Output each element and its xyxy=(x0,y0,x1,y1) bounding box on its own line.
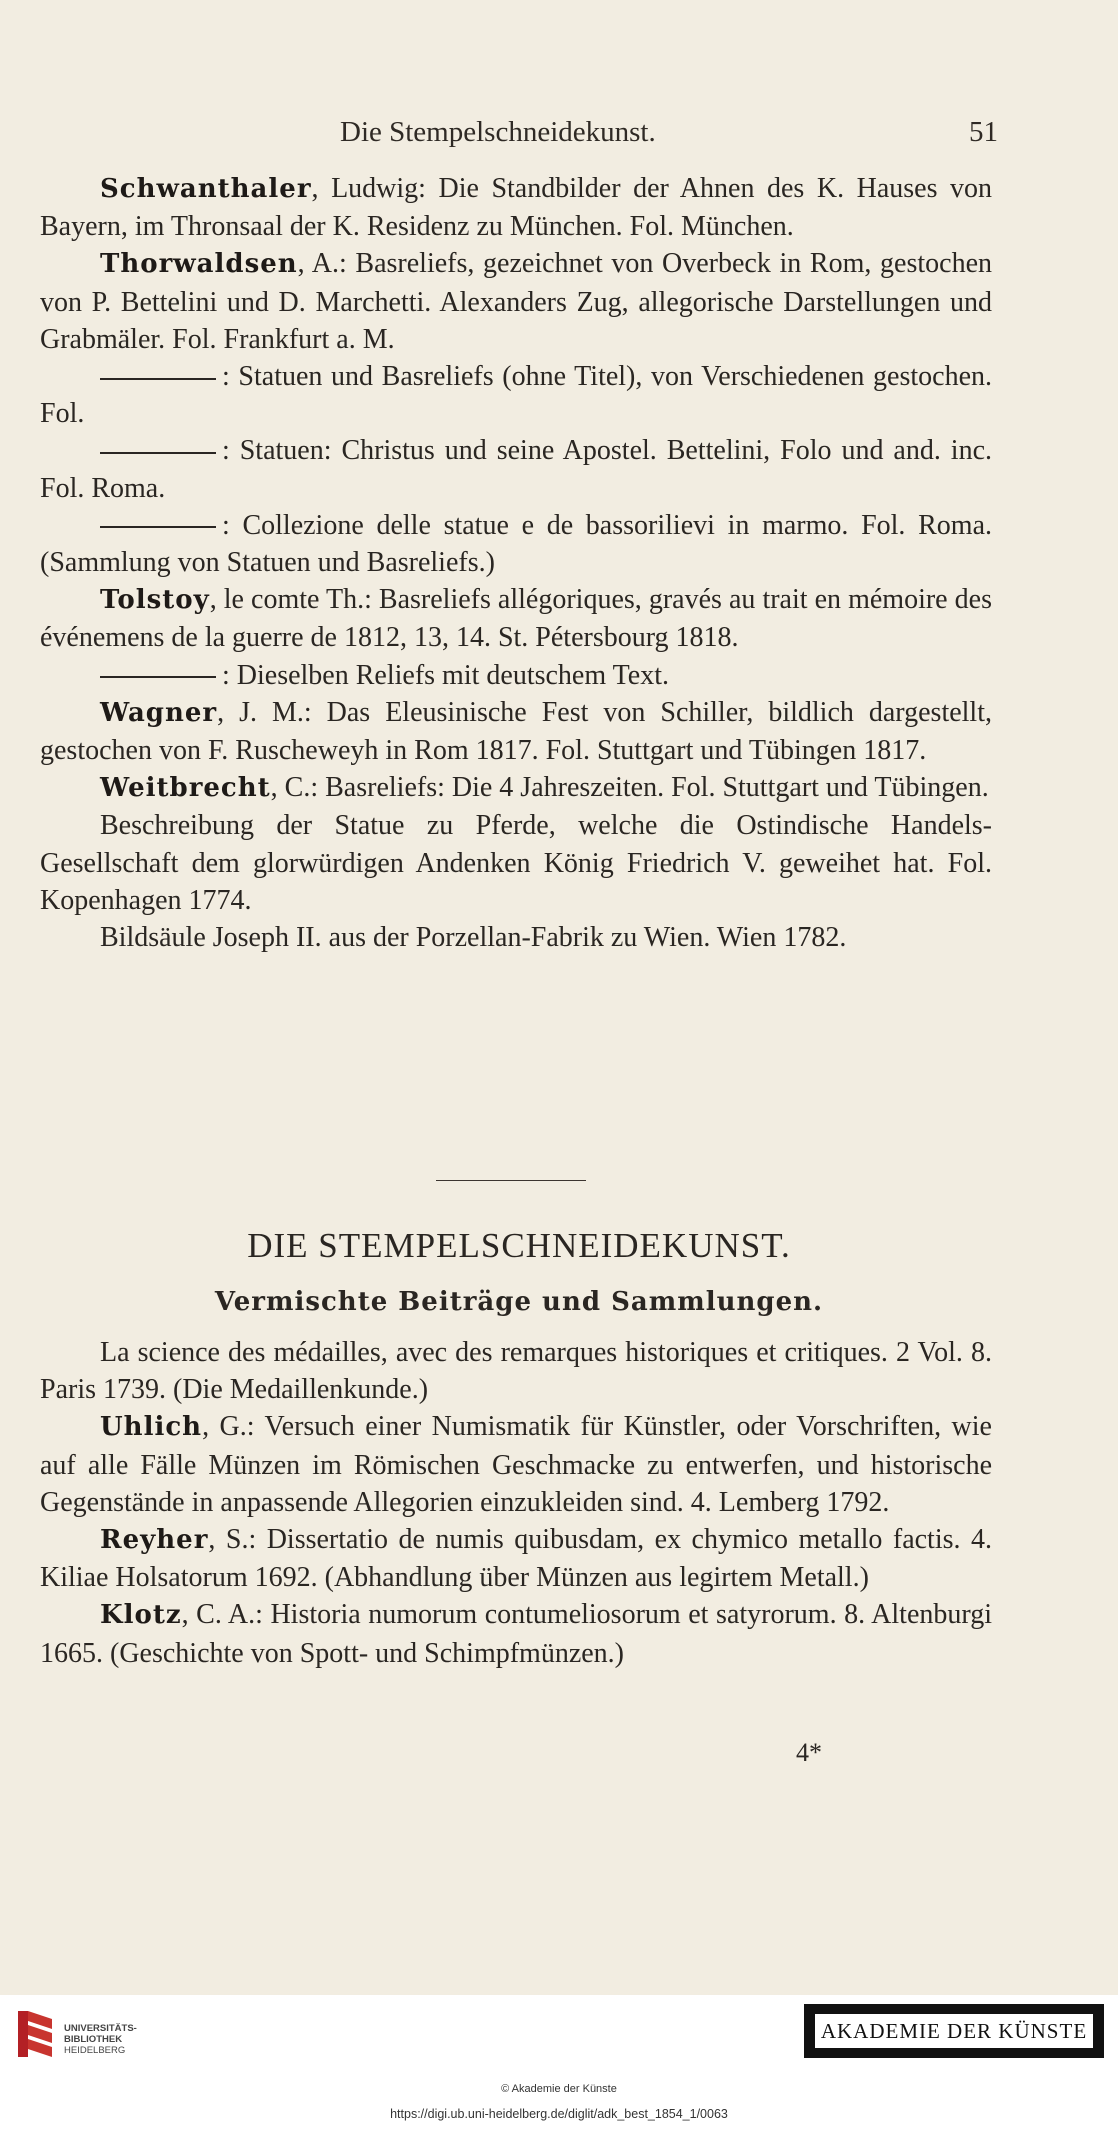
bibliography-entry xyxy=(40,1408,992,1521)
bibliography-entry xyxy=(40,807,992,919)
logo-line-2: BIBLIOTHEK xyxy=(64,2034,123,2045)
bibliography-entry xyxy=(40,170,992,245)
author-name: Tolstoy xyxy=(100,585,210,616)
bibliography-entry xyxy=(40,1521,992,1596)
logo-line-3: HEIDELBERG xyxy=(64,2045,126,2056)
running-title: Die Stempelschneidekunst. xyxy=(340,116,656,148)
running-header xyxy=(40,112,998,152)
bibliography-entry xyxy=(40,507,992,581)
ditto-dash xyxy=(100,452,216,454)
bibliography-entry xyxy=(40,245,992,358)
entry-text: , Ludwig: Die Standbilder der Ahnen des K. Hauses von Bayern, im Thronsaal der K. Residenz zu München. Fol. München. xyxy=(40,173,992,243)
entry-text: , J. M.: Das Eleusinische Fest von Schiller, bildlich dargestellt, gestochen von F. Ruscheweyh in Rom 1817. Fol. Stuttgart und Tübingen 1817. xyxy=(40,696,992,767)
author-name: Thorwaldsen xyxy=(100,249,298,280)
entry-text: : Statuen und Basreliefs (ohne Titel), von Verschiedenen gestochen. Fol. xyxy=(40,361,992,430)
entry-text: La science des médailles, avec des remarques historiques et critiques. 2 Vol. 8. Paris 1739. (Die Medaillenkunde.) xyxy=(40,1337,992,1406)
entry-text: , C. A.: Historia numorum contumeliosorum et satyrorum. 8. Altenburgi 1665. (Geschichte von Spott- und Schimpfmünzen.) xyxy=(40,1599,992,1669)
ditto-dash xyxy=(100,676,216,678)
author-name: Reyher xyxy=(100,1525,209,1556)
page-number: 51 xyxy=(969,116,998,148)
entry-text: , C.: Basreliefs: Die 4 Jahreszeiten. Fol. Stuttgart und Tübingen. xyxy=(270,772,989,804)
ub-heidelberg-logo[interactable] xyxy=(12,2005,172,2065)
entries-list-1 xyxy=(40,170,992,956)
author-name: Weitbrecht xyxy=(100,773,271,804)
entry-text: , A.: Basreliefs, gezeichnet von Overbeck in Rom, gestochen von P. Bettelini und D. Marchetti. Alexanders Zug, allegorische Darstellungen und Grabmäler. Fol. Frankfurt a. M. xyxy=(40,248,992,355)
section-subheading: Vermischte Beiträge und Sammlungen. xyxy=(214,1287,824,1317)
author-name: Schwanthaler xyxy=(100,174,312,204)
author-name: Wagner xyxy=(100,697,218,728)
ub-logo-text xyxy=(64,2023,137,2056)
copyright-text: © Akademie der Künste xyxy=(501,2083,617,2095)
entry-text: : Collezione delle statue e de bassorilievi in marmo. Fol. Roma. (Sammlung von Statuen und Basreliefs.) xyxy=(40,509,992,579)
bibliography-entry xyxy=(40,581,992,656)
bibliography-entry xyxy=(40,769,992,807)
entry-text: : Dieselben Reliefs mit deutschem Text. xyxy=(222,659,669,691)
section-heading: DIE STEMPELSCHNEIDEKUNST. xyxy=(247,1226,791,1265)
bibliography-entry xyxy=(40,919,992,956)
signature-mark: 4* xyxy=(796,1738,822,1767)
entries-list-2 xyxy=(40,1334,992,1672)
entry-text: Beschreibung der Statue zu Pferde, welche die Ostindische Handels-Gesellschaft dem glorwürdigen Andenken König Friedrich V. geweihet hat. Fol. Kopenhagen 1774. xyxy=(40,810,992,916)
viewer-footer xyxy=(0,1995,1118,2131)
entry-text: , S.: Dissertatio de numis quibusdam, ex chymico metallo factis. 4. Kiliae Holsatorum 1692. (Abhandlung über Münzen aus legirtem Metall.) xyxy=(40,1524,992,1594)
bibliography-entry xyxy=(40,694,992,769)
author-name: Uhlich xyxy=(100,1412,203,1443)
entry-text: , le comte Th.: Basreliefs allégoriques, gravés au trait en mémoire des événemens de la guerre de 1812, 13, 14. St. Pétersbourg 1818. xyxy=(40,584,992,654)
permalink-url[interactable]: https://digi.ub.uni-heidelberg.de/diglit/adk_best_1854_1/0063 xyxy=(390,2107,728,2121)
logo-line-1: UNIVERSITÄTS- xyxy=(64,2023,137,2034)
bibliography-entry xyxy=(40,1334,992,1408)
ditto-dash xyxy=(100,378,216,380)
bibliography-entry xyxy=(40,358,992,432)
entry-text: Bildsäule Joseph II. aus der Porzellan-Fabrik zu Wien. Wien 1782. xyxy=(100,922,847,954)
ub-logo-icon xyxy=(12,2005,58,2063)
bibliography-entry xyxy=(40,432,992,506)
akademie-logo-text: AKADEMIE DER KÜNSTE xyxy=(814,2013,1094,2049)
section-divider xyxy=(436,1180,586,1181)
bibliography-entry xyxy=(40,657,992,694)
ditto-dash xyxy=(100,526,216,528)
entry-text: , G.: Versuch einer Numismatik für Künstler, oder Vorschriften, wie auf alle Fälle Münzen im Römischen Geschmacke zu entwerfen, und historische Gegenstände in anpassende Allegorien einzukleiden sind. 4. Lemberg 1792. xyxy=(40,1411,992,1518)
bibliography-entry xyxy=(40,1596,992,1671)
akademie-logo[interactable] xyxy=(804,2004,1104,2058)
entry-text: : Statuen: Christus und seine Apostel. Bettelini, Folo und and. inc. Fol. Roma. xyxy=(40,435,992,504)
author-name: Klotz xyxy=(100,1600,182,1631)
